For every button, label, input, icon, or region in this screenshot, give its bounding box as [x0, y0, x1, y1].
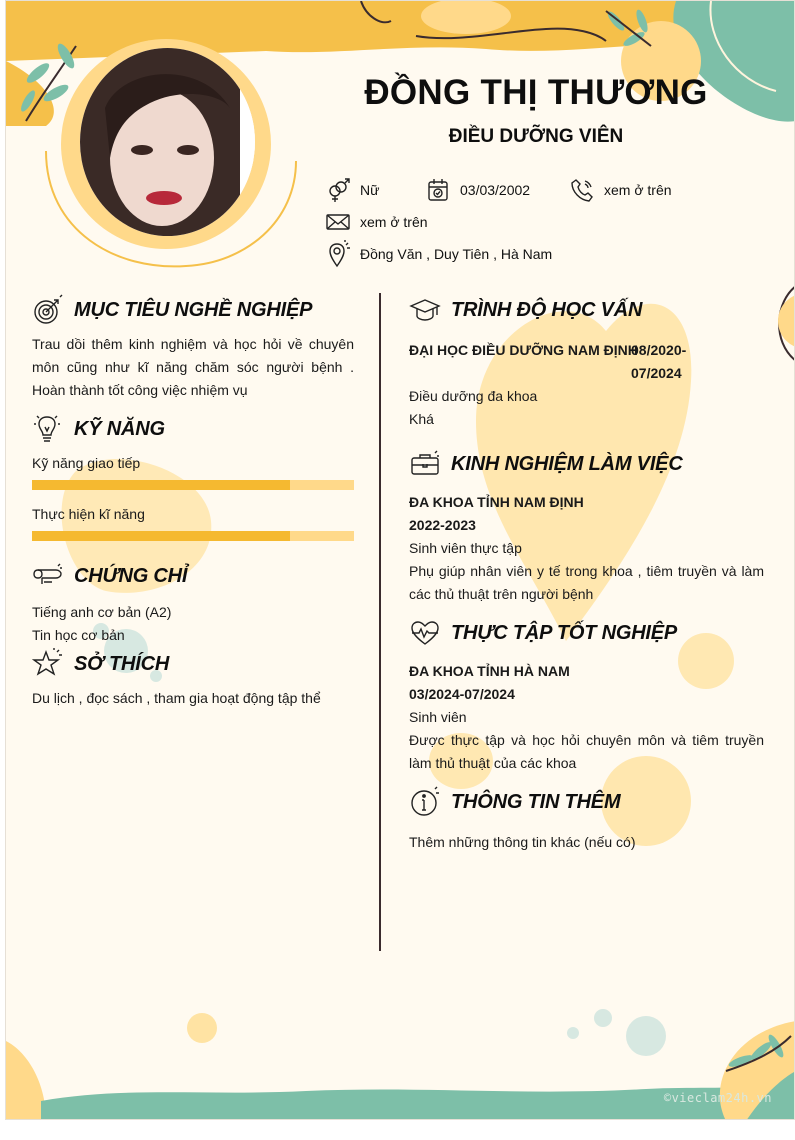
objective-text: Trau dồi thêm kinh nghiệm và học hỏi về chuyên môn cũng như kĩ năng chăm sóc người bệnh . Hoàn thành tốt công việc nhiệm vụ: [32, 336, 354, 398]
skill-level-fill: [32, 480, 290, 490]
certificate-scroll-icon: [32, 560, 64, 592]
internship-heading: [409, 616, 764, 650]
right-column: [409, 293, 764, 854]
certificates-heading: [32, 559, 354, 593]
phone-icon: [568, 176, 596, 204]
address-value: Đồng Văn , Duy Tiên , Hà Nam: [360, 246, 553, 262]
objective-heading: [32, 293, 354, 327]
candidate-name: ĐỒNG THỊ THƯƠNG: [364, 73, 708, 112]
experience-position: Sinh viên thực tập: [409, 540, 522, 556]
objective-title: MỤC TIÊU NGHỀ NGHIỆP: [74, 298, 313, 321]
info-icon: [409, 786, 441, 818]
skill-item: [32, 452, 354, 490]
certificate-item: Tiếng anh cơ bản (A2): [32, 604, 172, 620]
birthday-info: [424, 176, 530, 204]
hobbies-title: SỞ THÍCH: [74, 652, 170, 675]
education-period-end: 07/2024: [631, 365, 682, 381]
education-grade: Khá: [409, 411, 434, 427]
hobbies-heading: [32, 647, 354, 681]
graduation-cap-icon: [409, 294, 441, 326]
column-divider: [379, 293, 381, 951]
candidate-role: ĐIỀU DƯỠNG VIÊN: [448, 126, 624, 147]
skill-name: Thực hiện kĩ năng: [32, 506, 145, 522]
phone-value: xem ở trên: [604, 182, 672, 198]
address-info: [324, 240, 552, 268]
experience-description: Phụ giúp nhân viên y tế trong khoa , tiêm truyền và làm các thủ thuật trên người bệnh: [409, 563, 764, 602]
gender-icon: [324, 176, 352, 204]
extra-heading: [409, 785, 764, 819]
experience-org: ĐA KHOA TỈNH NAM ĐỊNH: [409, 494, 584, 510]
internship-description: Được thực tập và học hỏi chuyên môn và tiêm truyền làm thủ thuật của các khoa: [409, 732, 764, 771]
skills-title: KỸ NĂNG: [74, 417, 165, 440]
heartbeat-icon: [409, 617, 441, 649]
internship-org: ĐA KHOA TỈNH HÀ NAM: [409, 663, 570, 679]
envelope-icon: [324, 208, 352, 236]
cv-page: [5, 0, 795, 1120]
watermark: ©vieclam24h.vn: [663, 1091, 772, 1105]
calendar-icon: [424, 176, 452, 204]
email-value: xem ở trên: [360, 214, 428, 230]
skill-level-fill: [32, 531, 290, 541]
skill-level-bar: [32, 480, 354, 490]
experience-title: KINH NGHIỆM LÀM VIỆC: [451, 452, 683, 475]
experience-heading: [409, 447, 764, 481]
skill-level-bar: [32, 531, 354, 541]
lightbulb-icon: [32, 413, 64, 445]
gender-value: Nữ: [360, 182, 380, 198]
target-icon: [32, 294, 64, 326]
gender-info: [324, 176, 379, 204]
avatar-photo: [80, 48, 255, 236]
phone-info: [568, 176, 672, 204]
star-icon: [32, 648, 64, 680]
skill-item: [32, 503, 354, 541]
certificate-item: Tin học cơ bản: [32, 627, 125, 643]
certificates-title: CHỨNG CHỈ: [74, 564, 188, 587]
skill-name: Kỹ năng giao tiếp: [32, 455, 141, 471]
internship-position: Sinh viên: [409, 709, 467, 725]
experience-period: 2022-2023: [409, 517, 476, 533]
extra-text: Thêm những thông tin khác (nếu có): [409, 834, 636, 850]
hobbies-text: Du lịch , đọc sách , tham gia hoạt động tập thể: [32, 690, 321, 706]
education-major: Điều dưỡng đa khoa: [409, 388, 538, 404]
education-period-start: 08/2020-: [631, 342, 687, 358]
briefcase-icon: [409, 448, 441, 480]
email-info: [324, 208, 428, 236]
school-name: ĐẠI HỌC ĐIỀU DƯỠNG NAM ĐỊNH: [409, 342, 638, 358]
location-pin-icon: [324, 240, 352, 268]
education-row: [409, 339, 764, 385]
education-title: TRÌNH ĐỘ HỌC VẤN: [451, 298, 643, 321]
birthday-value: 03/03/2002: [460, 182, 531, 198]
left-column: [32, 293, 354, 710]
internship-title: THỰC TẬP TỐT NGHIỆP: [451, 621, 678, 644]
extra-title: THÔNG TIN THÊM: [451, 790, 621, 813]
education-heading: [409, 293, 764, 327]
internship-period: 03/2024-07/2024: [409, 686, 515, 702]
skills-heading: [32, 412, 354, 446]
